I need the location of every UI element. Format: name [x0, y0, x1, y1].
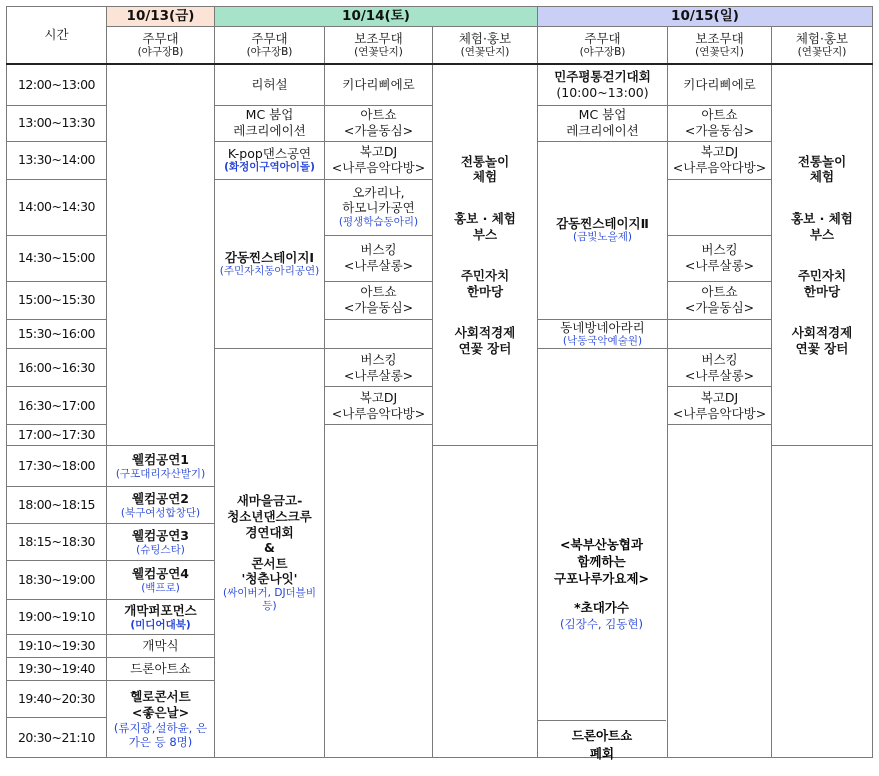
- sat-contest-l3: 경연대회: [245, 524, 294, 540]
- sat-exp-d2: 연꽃 장터: [458, 341, 512, 356]
- venue-sub: (야구장B): [137, 46, 184, 59]
- time-cell: 13:30~14:00: [7, 141, 107, 179]
- sat-main-contest: [215, 349, 325, 758]
- sat-kpop-note: (화정이구역아이돌): [224, 161, 315, 174]
- sat-okarina-note: (평생학습동아리): [338, 216, 419, 229]
- fri-welcome4-title: 웰컴공연4: [132, 565, 189, 581]
- sat-dj1-l2: <나루음악다방>: [331, 160, 426, 175]
- sat-mc-line1: MC 붐업: [245, 107, 294, 123]
- sat-art1-l1: 아트쇼: [360, 107, 397, 123]
- fri-welcome2: [107, 487, 215, 524]
- sat-sub-dj2: [325, 387, 433, 425]
- venue-header: [538, 27, 668, 65]
- sat-main-kpop: [215, 141, 325, 179]
- venue-name: 체험·홍보: [795, 30, 849, 46]
- sun-exp-b1: 홍보 · 체험: [791, 210, 853, 226]
- fri-welcome3: [107, 524, 215, 561]
- sun-dongne-note: (낙동국악예술원): [562, 335, 643, 348]
- sun-busking1-l1: 버스킹: [701, 242, 738, 258]
- sun-nonghyup-l1: <북부산농협과: [560, 537, 643, 552]
- sun-main-dongne: [538, 319, 668, 349]
- fri-welcome4: [107, 561, 215, 600]
- sun-sub-empty: [668, 179, 772, 235]
- sun-nonghyup: [538, 537, 665, 632]
- sat-kpop-title: K-pop댄스공연: [227, 145, 312, 161]
- sat-exp-b1: 홍보 · 체험: [454, 210, 516, 226]
- sun-art1-l1: 아트쇼: [701, 107, 738, 123]
- sat-sub-okarina: [325, 179, 433, 235]
- sat-main-mc: [215, 105, 325, 141]
- sat-art2-l1: 아트쇼: [360, 284, 397, 300]
- sat-contest-note: (싸이버거, DJ더블비 등): [223, 587, 316, 613]
- fri-welcome1-note: (구포대리자산발기): [115, 467, 206, 480]
- venue-sub: (야구장B): [579, 46, 626, 59]
- sun-sub-art1: [668, 105, 772, 141]
- sat-exp-a2: 체험: [472, 169, 498, 185]
- time-cell: 19:00~19:10: [7, 600, 107, 635]
- sun-exp-d2: 연꽃 장터: [795, 341, 849, 356]
- sat-busking1-l2: <나루살롱>: [343, 258, 414, 273]
- sat-sub-art1: [325, 105, 433, 141]
- sat-exp-c2: 한마당: [466, 283, 504, 299]
- venue-name: 보조무대: [354, 30, 403, 46]
- sun-main-mc: [538, 105, 668, 141]
- sat-contest-l6: '청춘나잇': [241, 571, 298, 587]
- time-cell: 15:00~15:30: [7, 281, 107, 319]
- fri-opening: 개막식: [107, 635, 215, 658]
- sun-walk-note: (10:00~13:00): [556, 84, 649, 100]
- venue-header-row: [7, 27, 873, 65]
- sat-contest-l1: 새마을금고-: [236, 493, 303, 509]
- sun-sub-dj2: [668, 387, 772, 425]
- sat-exp-block: [433, 64, 538, 446]
- sat-okarina-l2: 하모니카공연: [342, 200, 415, 216]
- venue-header: [325, 27, 433, 65]
- sat-gamdong-note: (주민자치동아리공연): [219, 265, 320, 278]
- sat-okarina-l1: 오카리나,: [352, 184, 405, 200]
- fri-opening-perf-title: 개막퍼포먼스: [124, 602, 197, 618]
- sun-main-walk: [538, 64, 668, 105]
- time-cell: 18:30~19:00: [7, 561, 107, 600]
- sat-art1-l2: <가을동심>: [343, 123, 414, 138]
- time-cell: 12:00~13:00: [7, 64, 107, 105]
- fri-welcome2-note: (북구여성합창단): [120, 506, 201, 519]
- venue-sub: (야구장B): [246, 46, 293, 59]
- sat-exp-b2: 부스: [472, 226, 498, 242]
- fri-hello-concert: [107, 681, 215, 758]
- venue-name: 주무대: [584, 30, 621, 46]
- sun-closing-l1: 드론아트쇼: [571, 728, 633, 743]
- sat-exp-c1: 주민자치: [460, 268, 510, 284]
- sun-sub-empty: [668, 425, 772, 758]
- sat-mc-line2: 레크리에이션: [233, 123, 306, 138]
- fri-opening-perf: [107, 600, 215, 635]
- time-cell: 20:30~21:10: [7, 718, 107, 758]
- fri-welcome1-title: 웰컴공연1: [132, 451, 189, 467]
- sun-dj2-l2: <나루음악다방>: [672, 405, 767, 421]
- sun-sub-dj1: [668, 141, 772, 179]
- time-cell: 17:00~17:30: [7, 425, 107, 446]
- venue-sub: (연꽃단지): [354, 46, 403, 59]
- time-cell: 16:00~16:30: [7, 349, 107, 387]
- time-cell: 14:00~14:30: [7, 179, 107, 235]
- fri-welcome4-note: (백프로): [141, 581, 180, 594]
- sat-busking2-l1: 버스킹: [360, 352, 397, 368]
- venue-sub: (연꽃단지): [797, 46, 847, 59]
- sun-dj2-l1: 복고DJ: [700, 390, 739, 406]
- time-cell: 19:10~19:30: [7, 635, 107, 658]
- time-column-header: 시간: [7, 7, 107, 65]
- sun-nonghyup-note: (김장수, 김동현): [560, 616, 643, 631]
- time-cell: 15:30~16:00: [7, 319, 107, 349]
- sat-sub-dj1: [325, 141, 433, 179]
- sat-busking2-l2: <나루살롱>: [343, 367, 414, 383]
- fri-welcome3-note: (슈팅스타): [136, 543, 185, 556]
- time-cell: 14:30~15:00: [7, 235, 107, 281]
- sun-nonghyup-l4: *초대가수: [574, 599, 629, 615]
- sun-busking2-l1: 버스킹: [701, 352, 738, 368]
- day-header-fri: 10/13(금): [107, 7, 215, 27]
- fri-welcome3-title: 웰컴공연3: [132, 527, 189, 543]
- sat-main-rehearsal: 리허설: [215, 64, 325, 105]
- venue-name: 보조무대: [695, 30, 744, 46]
- sat-contest-l5: 콘서트: [251, 555, 288, 571]
- sat-exp-empty: [433, 446, 538, 758]
- sat-contest-l2: 청소년댄스크루: [227, 508, 312, 524]
- festival-schedule-table: [6, 6, 873, 758]
- venue-header: [433, 27, 538, 65]
- sun-sub-busking2: [668, 349, 772, 387]
- sun-sub-kidari: 키다리삐에로: [668, 64, 772, 105]
- sun-exp-b2: 부스: [809, 226, 835, 242]
- sun-closing: [538, 727, 666, 762]
- time-cell: 19:30~19:40: [7, 658, 107, 681]
- sun-dj1-l2: <나루음악다방>: [672, 160, 767, 175]
- time-cell: 13:00~13:30: [7, 105, 107, 141]
- sun-closing-l2: 폐회: [589, 745, 615, 761]
- sun-nonghyup-l2: 함께하는: [577, 553, 626, 569]
- sun-exp-c1: 주민자치: [797, 268, 847, 284]
- sun-walk-title: 민주평통걷기대회: [554, 69, 651, 85]
- time-cell: 19:40~20:30: [7, 681, 107, 718]
- sat-sub-busking1: [325, 235, 433, 281]
- venue-sub: (연꽃단지): [460, 46, 510, 59]
- sat-sub-art2: [325, 281, 433, 319]
- fri-drone: 드론아트쇼: [107, 658, 215, 681]
- venue-name: 체험·홍보: [458, 30, 512, 46]
- sat-exp-d1: 사회적경제: [454, 325, 516, 341]
- sun-exp-d1: 사회적경제: [791, 325, 853, 341]
- sat-gamdong-title: 감동찐스테이지Ⅰ: [224, 249, 315, 265]
- fri-hello-title1: 헬로콘서트: [130, 689, 191, 705]
- day-header-sun: 10/15(일): [538, 7, 873, 27]
- sun-gamdong-title: 감동찐스테이지Ⅱ: [556, 215, 649, 231]
- fri-welcome2-title: 웰컴공연2: [132, 490, 189, 506]
- sat-contest-l4: &: [264, 540, 275, 556]
- sun-sub-busking1: [668, 235, 772, 281]
- sun-main-gamdong: [538, 141, 668, 319]
- sat-dj2-l2: <나루음악다방>: [331, 405, 426, 421]
- sun-exp-c2: 한마당: [803, 283, 841, 299]
- time-row: [7, 64, 873, 105]
- time-cell: 16:30~17:00: [7, 387, 107, 425]
- fri-hello-title2: <좋은날>: [131, 704, 190, 720]
- venue-header: [772, 27, 873, 65]
- day-header-row: [7, 7, 873, 27]
- venue-header: [668, 27, 772, 65]
- sun-art2-l1: 아트쇼: [701, 284, 738, 300]
- sun-art1-l2: <가을동심>: [684, 123, 755, 138]
- sun-mc-line2: 레크리에이션: [566, 123, 639, 138]
- sun-art2-l2: <가을동심>: [684, 300, 755, 315]
- sun-sub-art2: [668, 281, 772, 319]
- time-cell: 18:00~18:15: [7, 487, 107, 524]
- sun-exp-block: [772, 64, 873, 446]
- sat-art2-l2: <가을동심>: [343, 300, 414, 315]
- venue-name: 주무대: [251, 30, 288, 46]
- sun-exp-a2: 체험: [809, 169, 835, 185]
- fri-empty-block: [107, 64, 215, 446]
- sat-main-gamdong: [215, 179, 325, 349]
- sun-exp-empty: [772, 446, 873, 758]
- venue-header: [107, 27, 215, 65]
- fri-welcome1: [107, 446, 215, 487]
- venue-name: 주무대: [142, 30, 179, 46]
- venue-header: [215, 27, 325, 65]
- sat-sub-empty: [325, 425, 433, 758]
- venue-sub: (연꽃단지): [695, 46, 744, 59]
- sun-dongne-title: 동네방네아라리: [560, 319, 645, 335]
- sun-mc-line1: MC 붐업: [578, 107, 627, 123]
- time-cell: 17:30~18:00: [7, 446, 107, 487]
- sun-nonghyup-l3: 구포나루가요제>: [554, 570, 649, 586]
- fri-opening-perf-note: (미디어대북): [130, 618, 191, 631]
- sun-busking2-l2: <나루살롱>: [684, 367, 755, 383]
- day-header-sat: 10/14(토): [215, 7, 538, 27]
- sat-sub-busking2: [325, 349, 433, 387]
- sun-gamdong-note: (금빛노을제): [573, 231, 632, 244]
- sat-dj1-l1: 복고DJ: [359, 144, 398, 160]
- sun-busking1-l2: <나루살롱>: [684, 258, 755, 273]
- sat-sub-kidari: 키다리삐에로: [325, 64, 433, 105]
- sat-sub-empty: [325, 319, 433, 349]
- sat-busking1-l1: 버스킹: [360, 242, 397, 258]
- sat-dj2-l1: 복고DJ: [359, 390, 398, 406]
- sun-closing-divider: [538, 720, 666, 721]
- sat-exp-a1: 전통놀이: [460, 153, 510, 169]
- sun-exp-a1: 전통놀이: [797, 153, 847, 169]
- time-cell: 18:15~18:30: [7, 524, 107, 561]
- sun-dj1-l1: 복고DJ: [700, 144, 739, 160]
- fri-hello-note: (류지광,설하윤, 은가은 등 8명): [113, 720, 208, 749]
- sun-sub-empty: [668, 319, 772, 349]
